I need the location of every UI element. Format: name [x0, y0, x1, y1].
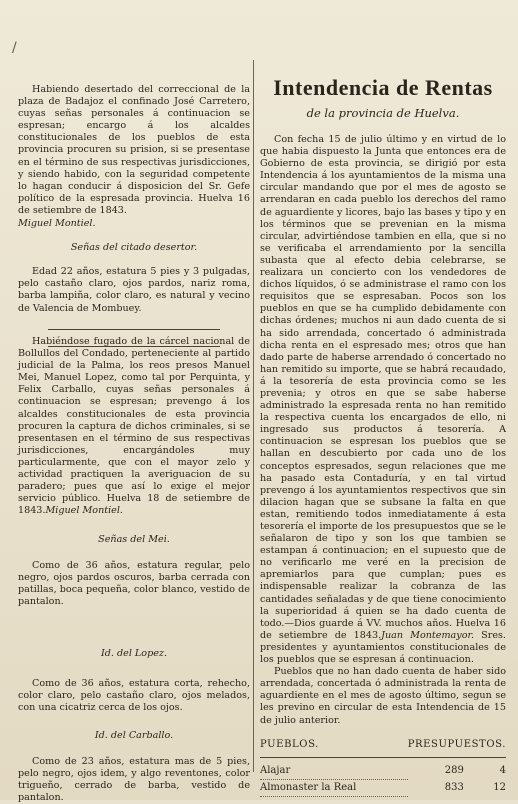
- mei-description: [18, 534, 250, 608]
- table-row: [260, 763, 506, 780]
- circular-year: 1843.: [353, 629, 382, 641]
- pueblos-intro-text: Pueblos que no han dado cuenta de haber sido arrendada, concertada ó administrada la renta de aguardiente en el mes de agosto último, segun se les previno en circular de esta Intendencia de 15 de julio anterior.: [260, 666, 506, 726]
- carballo-description-text: Como de 23 años, estatura mas de 5 pies, pelo negro, ojos idem, y algo reventones, color trigueño, cerrado de barba, vestido de pantalon.: [18, 756, 250, 804]
- deserter-notice: [18, 84, 250, 361]
- mei-description-text: Como de 36 años, estatura regular, pelo negro, ojos pardos oscuros, barba cerrada con patillas, boca pequeña, color blanco, vestido de pantalon.: [18, 560, 250, 608]
- lopez-description-title: Id. del Lopez.: [100, 648, 168, 659]
- deserter-notice-text: Habiendo desertado del correccional de la plaza de Badajoz el confinado José Carretero, cuyas señas personales á continuacion se espresan; encargo á los alcaldes constitucionales de los pueblos de esta provincia procuren su prision, si se presentase en el término de sus respectivas jurisdicciones, y siendo habido, con la seguridad competente lo hagan conducir á disposicion del Sr. Gefe político de la espresada provincia. Huelva 16 de setiembre de 1843.: [18, 84, 250, 216]
- mei-description-title: Señas del Mei.: [98, 534, 170, 545]
- fugitives-notice-signature: Miguel Montiel.: [45, 505, 123, 517]
- presupuesto-value: 833: [444, 781, 464, 793]
- col-presupuestos-header: PRESUPUESTOS.: [407, 738, 506, 750]
- intendencia-subtitle: de la provincia de Huelva.: [306, 106, 460, 120]
- circular-recipients: Sres. presidentes y ayuntamientos constitucionales de los pueblos que se espresan á continuacion.: [260, 629, 506, 666]
- table-header-row: [260, 737, 506, 758]
- right-column: [260, 0, 506, 800]
- fugitives-notice: [18, 336, 250, 517]
- intendencia-title: Intendencia de Rentas: [273, 75, 493, 100]
- margin-mark: /: [12, 40, 17, 56]
- pueblo-name: Alajar: [260, 763, 408, 780]
- lopez-description: [18, 648, 250, 714]
- lopez-description-text: Como de 36 años, estatura corta, rehecho, color claro, pelo castaño claro, ojos melados, con una cicatriz cerca de los ojos.: [18, 678, 250, 714]
- col-pueblos-header: PUEBLOS.: [260, 738, 319, 750]
- column-divider: [253, 60, 254, 772]
- pueblo-name: Almonaster la Real: [260, 779, 408, 796]
- deserter-notice-signature: Miguel Montiel.: [18, 218, 96, 230]
- carballo-description-title: Id. del Carballo.: [94, 730, 174, 741]
- presupuesto-extra: 4: [499, 764, 506, 776]
- presupuesto-value: 289: [444, 764, 464, 776]
- section-rule: [48, 329, 220, 330]
- circular-signature: Juan Montemayor.: [381, 629, 475, 641]
- pueblos-table: [260, 737, 506, 797]
- deserter-description-text: Edad 22 años, estatura 5 pies y 3 pulgadas, pelo castaño claro, ojos pardos, nariz roma, barba lampiña, color claro, es natural y vecino de Valencia de Mombuey.: [18, 266, 250, 314]
- fugitives-notice-text: Habiéndose fugado de la cárcel nacional de Bollullos del Condado, perteneciente al partido judicial de la Palma, los reos presos Manuel Mei, Manuel Lopez, como tal por Perquinta, y Felix Carballo, cuyas señas personales á continuacion se espresan; prevengo á los alcaldes constitucionales de esta provincia procuren la captura de dichos criminales, si se presentasen en el término de sus respectivas jurisdicciones, encargándoles muy particularmente, que con el mayor zelo y actividad practiquen la averiguacion de su paradero; pues que así lo exige el mejor servicio público. Huelva 18 de setiembre de: [18, 336, 250, 505]
- table-row: [260, 779, 506, 796]
- deserter-description-title: Señas del citado desertor.: [70, 242, 198, 254]
- presupuesto-extra: 12: [493, 781, 506, 793]
- fugitives-notice-year: 1843.: [18, 505, 46, 517]
- circular-text: Con fecha 15 de julio último y en virtud de lo que habia dispuesto la Junta que entonces era de Gobierno de esta provincia, se dirigió por esta Intendencia á los ayuntamientos de la misma una circular mandando que por el mes de agosto se arrendaran en cada pueblo los derechos del ramo de aguardiente y licores, bajo las bases y tipo y en los términos que se prevenian en la misma circular, advirtiéndose tambien en ella, que si no se verificaba el arrendamiento por la sencilla subasta que al efecto debia celebrarse, se realizara un concierto con los vendedores de dichos líquidos, ó se administrase el ramo con los requisitos que se espresaban. Pocos son los pueblos en que se ha cumplido debidamente con dichas órdenes; muchos ni aun dado cuenta de si ha sido arrendada, concertado ó administrada dicha renta en el espresado mes; otros que han dado parte de haberse arrendado ó concertado no han remitido su importe, que se habrá recaudado, á la tesorería de esta provincia como se les prevenia; y otros en que se sabe haberse administrado la espresada renta no han remitido la respectiva cuenta los encargados de ello, ni ingresado sus productos á tesorería. A continuacion se espresan los pueblos que se hallan en descubierto por cada uno de los conceptos espresados, segun relaciones que me ha pasado esta Contaduría, y en tal virtud prevengo á los ayuntamientos respectivos que sin dilacion hagan que se subsane la falta en que estan, remitiendo todos inmediatamente á esta tesorería el importe de los presupuestos que se le señalaron de tipo y son los que tambien se estampan á continuacion; en el supuesto que de no verificarlo me veré en la precision de apremiarlos para que cumplan; pues es indispensable realizar la cobranza de las cantidades señaladas y de que tiene conocimiento la superioridad á quien se ha dado cuenta de todo.—Dios guarde á VV. muchos años. Huelva 16 de setiembre de: [260, 134, 506, 641]
- carballo-description: [18, 730, 250, 804]
- left-column: [18, 0, 250, 804]
